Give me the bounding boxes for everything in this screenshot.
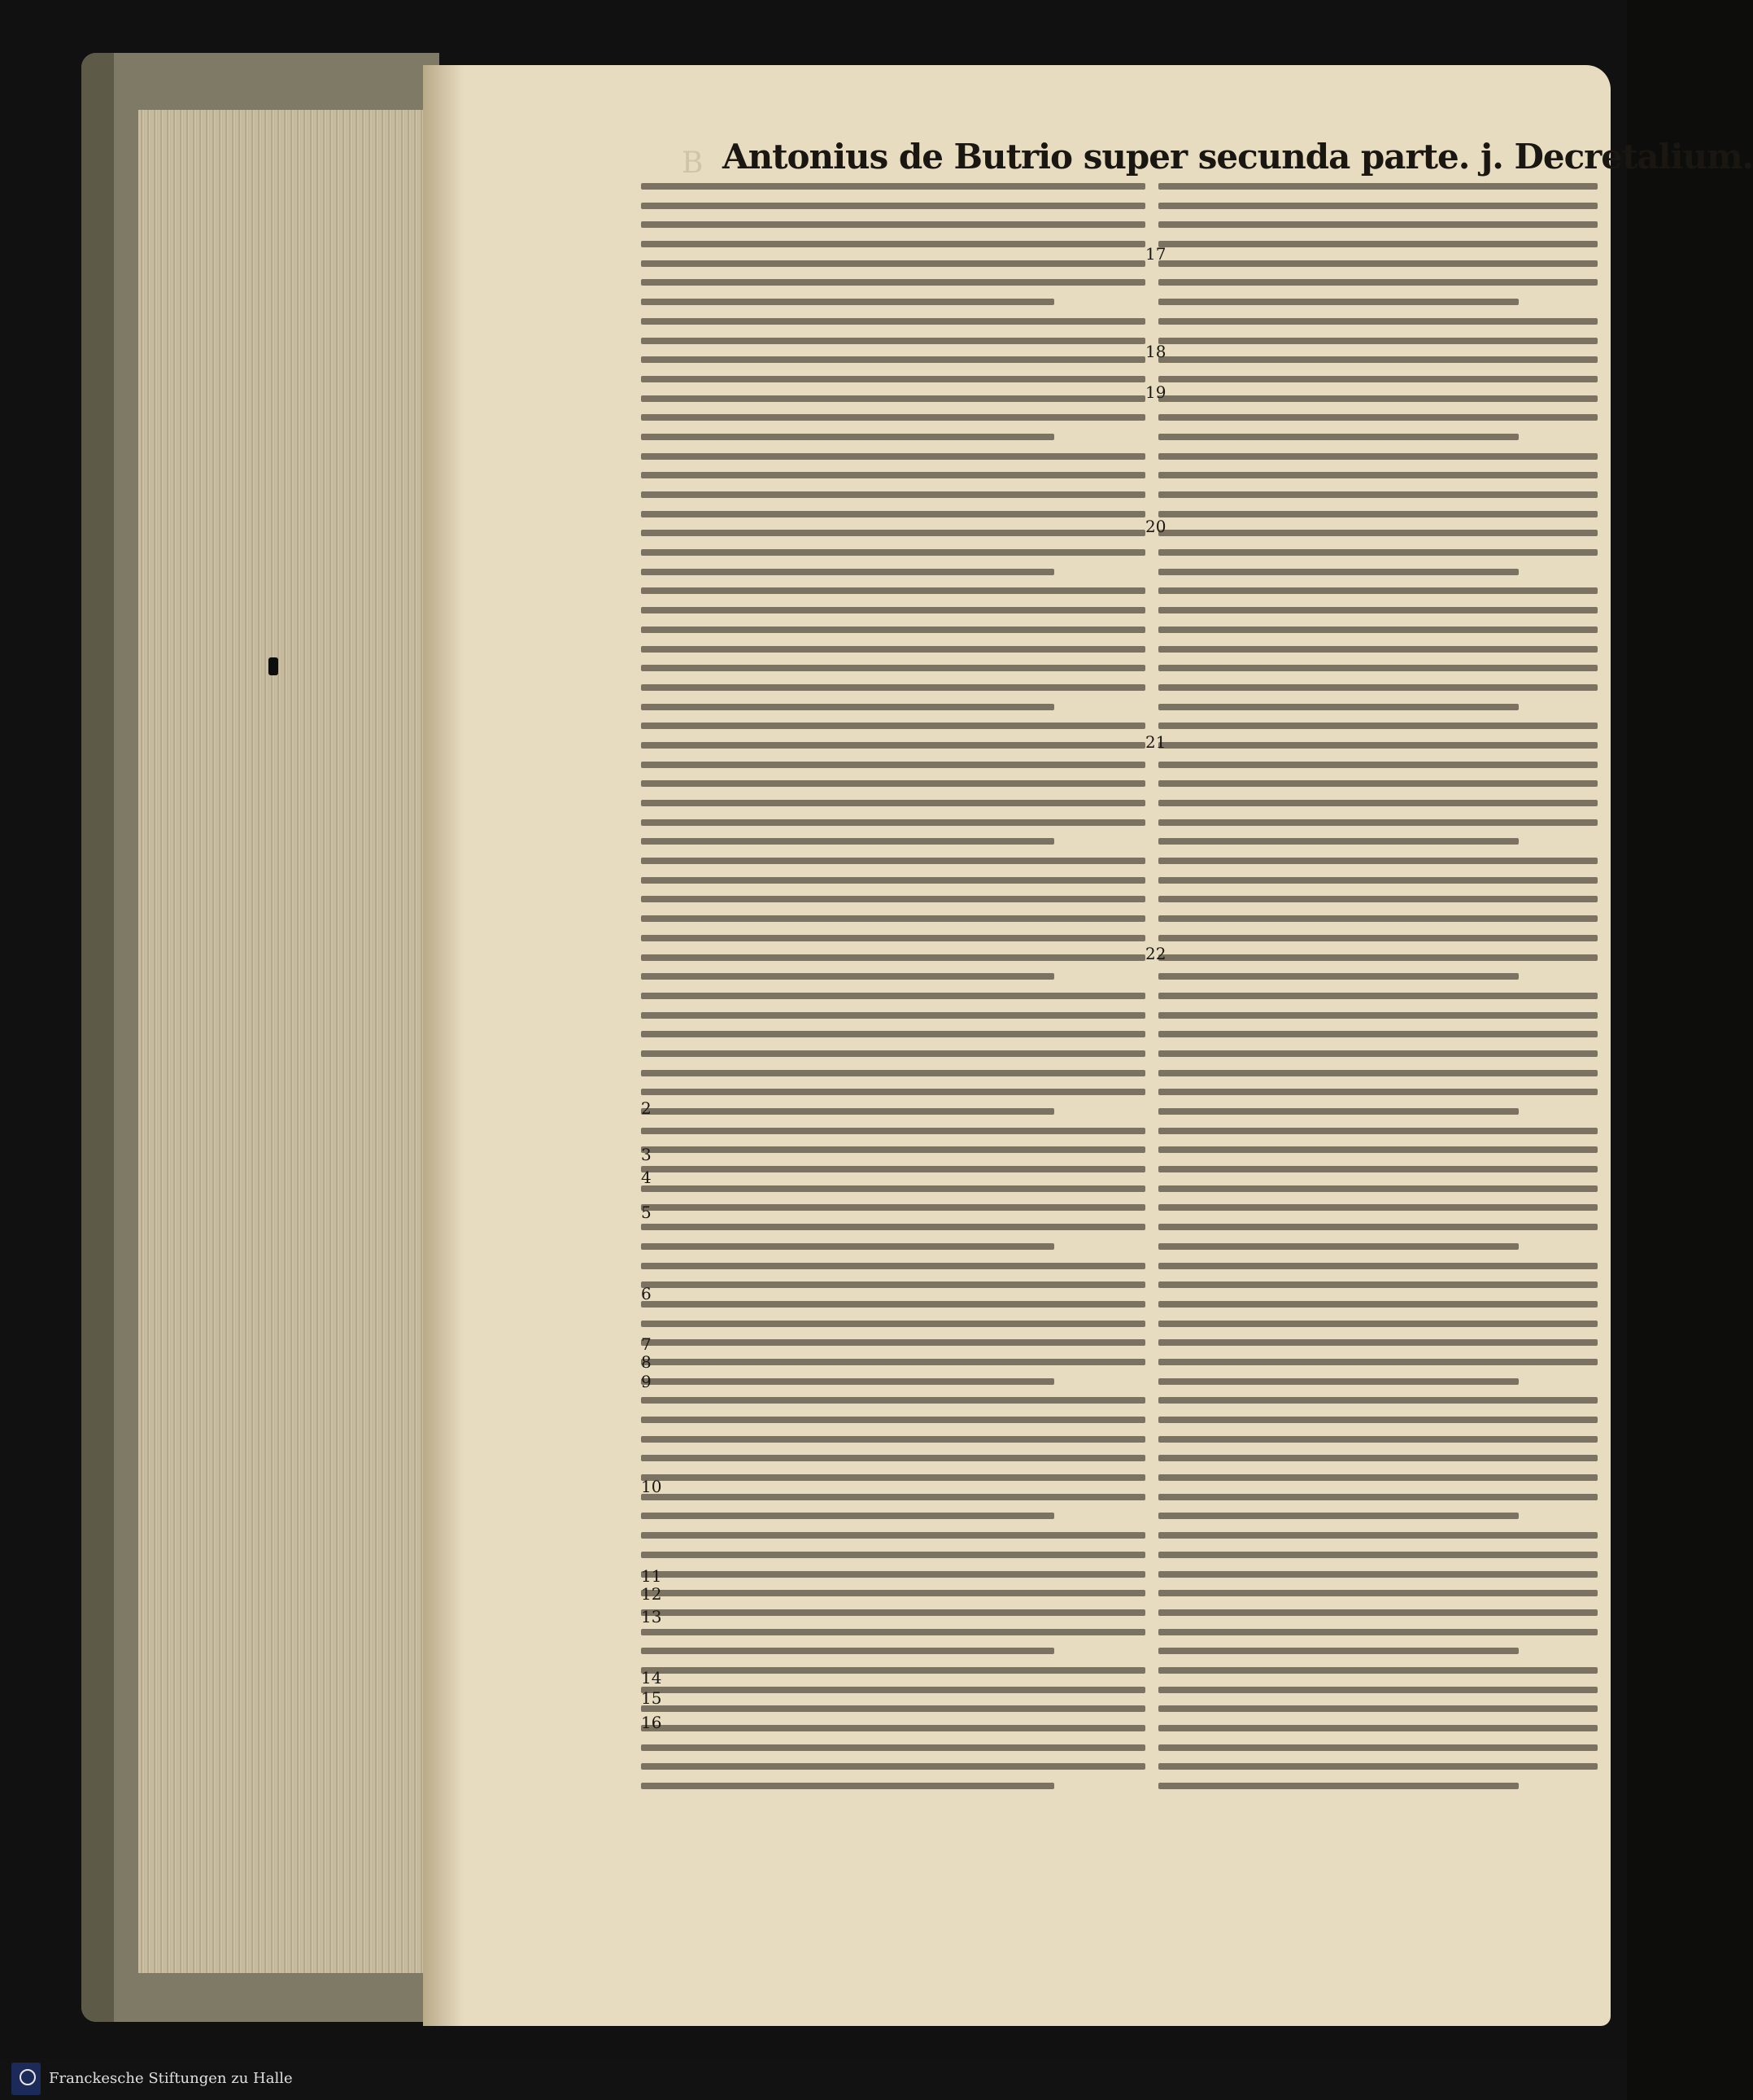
text-line — [1158, 1185, 1598, 1192]
text-line — [1158, 896, 1598, 902]
text-line — [1158, 1629, 1598, 1635]
text-line — [641, 1204, 1145, 1211]
text-line — [1158, 1397, 1598, 1404]
text-line — [641, 1552, 1145, 1558]
text-line — [641, 1224, 1145, 1230]
text-line — [1158, 1378, 1519, 1385]
text-line — [641, 569, 1054, 575]
text-line — [1158, 646, 1598, 653]
text-column-right — [1158, 183, 1598, 1802]
text-line — [1158, 1012, 1598, 1019]
text-line — [641, 858, 1145, 864]
text-line — [641, 954, 1145, 961]
text-line — [641, 1763, 1145, 1770]
text-line — [641, 203, 1145, 209]
text-line — [641, 1455, 1145, 1461]
text-line — [1158, 1359, 1598, 1365]
text-line — [641, 1474, 1145, 1481]
show-through-mark: B — [682, 146, 704, 180]
text-line — [1158, 665, 1598, 671]
margin-number: 5 — [641, 1203, 652, 1222]
text-line — [641, 1744, 1145, 1751]
text-line — [1158, 1031, 1598, 1037]
text-line — [1158, 1146, 1598, 1153]
text-line — [1158, 1474, 1598, 1481]
worm-hole — [268, 657, 278, 675]
text-line — [641, 646, 1145, 653]
text-line — [1158, 993, 1598, 999]
text-line — [641, 1378, 1054, 1385]
text-line — [641, 1648, 1054, 1654]
margin-number: 19 — [1145, 382, 1166, 402]
text-line — [641, 376, 1145, 382]
text-line — [641, 1089, 1145, 1095]
text-line — [1158, 1128, 1598, 1134]
text-line — [641, 472, 1145, 478]
text-line — [1158, 1281, 1598, 1288]
text-line — [1158, 1494, 1598, 1500]
text-line — [1158, 241, 1598, 247]
text-line — [641, 1263, 1145, 1269]
page-gutter — [423, 65, 464, 2026]
text-line — [1158, 1417, 1598, 1423]
margin-number: 9 — [641, 1372, 652, 1391]
text-line — [641, 915, 1145, 922]
text-line — [641, 838, 1054, 845]
margin-number: 10 — [641, 1477, 662, 1496]
text-line — [1158, 935, 1598, 941]
text-line — [641, 973, 1054, 980]
text-line — [641, 935, 1145, 941]
margin-number: 22 — [1145, 944, 1166, 963]
text-line — [641, 1590, 1145, 1596]
running-header: Antonius de Butrio super secunda parte. j. Decretalium. — [722, 137, 1753, 177]
text-line — [641, 453, 1145, 460]
text-line — [1158, 1648, 1519, 1654]
text-line — [1158, 1050, 1598, 1057]
margin-number: 20 — [1145, 517, 1166, 536]
text-line — [1158, 1455, 1598, 1461]
text-line — [1158, 1108, 1519, 1115]
text-line — [641, 1532, 1145, 1539]
text-line — [1158, 1783, 1519, 1789]
text-line — [1158, 279, 1598, 286]
text-line — [1158, 800, 1598, 806]
text-line — [641, 723, 1145, 729]
text-line — [1158, 472, 1598, 478]
margin-number: 2 — [641, 1098, 652, 1118]
text-line — [641, 1166, 1145, 1172]
text-line — [641, 356, 1145, 363]
text-line — [1158, 491, 1598, 498]
text-line — [641, 260, 1145, 267]
text-line — [641, 704, 1054, 710]
page-edges — [138, 110, 431, 1973]
text-line — [641, 1185, 1145, 1192]
text-column-left — [641, 183, 1145, 1802]
text-line — [641, 1397, 1145, 1404]
text-line — [1158, 1667, 1598, 1674]
text-line — [1158, 1339, 1598, 1346]
text-line — [641, 1128, 1145, 1134]
institution-logo — [11, 2063, 41, 2095]
text-line — [1158, 414, 1598, 421]
text-line — [641, 1281, 1145, 1288]
text-line — [641, 684, 1145, 691]
text-line — [641, 877, 1145, 884]
text-line — [1158, 530, 1598, 536]
text-line — [1158, 1513, 1519, 1519]
text-line — [1158, 684, 1598, 691]
text-line — [641, 1783, 1054, 1789]
text-line — [641, 1513, 1054, 1519]
text-line — [641, 742, 1145, 749]
margin-number: 6 — [641, 1284, 652, 1303]
margin-number: 4 — [641, 1168, 652, 1187]
text-line — [1158, 260, 1598, 267]
margin-number: 18 — [1145, 342, 1166, 361]
text-line — [641, 819, 1145, 826]
text-line — [1158, 395, 1598, 402]
text-line — [1158, 1301, 1598, 1308]
text-line — [641, 1667, 1145, 1674]
book-spine — [81, 53, 114, 2022]
text-line — [1158, 1744, 1598, 1751]
text-line — [641, 1725, 1145, 1731]
text-line — [641, 1436, 1145, 1443]
text-line — [641, 511, 1145, 517]
text-line — [1158, 973, 1519, 980]
text-line — [641, 1070, 1145, 1076]
text-line — [641, 1571, 1145, 1578]
text-line — [641, 434, 1054, 440]
text-line — [641, 1050, 1145, 1057]
text-line — [641, 1031, 1145, 1037]
text-line — [1158, 838, 1519, 845]
text-line — [1158, 511, 1598, 517]
text-line — [1158, 1532, 1598, 1539]
text-line — [641, 1146, 1145, 1153]
text-line — [1158, 1763, 1598, 1770]
text-line — [1158, 203, 1598, 209]
text-line — [1158, 1166, 1598, 1172]
institution-name: Franckesche Stiftungen zu Halle — [49, 2070, 293, 2087]
text-line — [641, 1705, 1145, 1712]
text-line — [641, 896, 1145, 902]
text-line — [641, 414, 1145, 421]
text-line — [641, 279, 1145, 286]
text-line — [641, 1339, 1145, 1346]
text-line — [1158, 299, 1519, 305]
text-line — [1158, 704, 1519, 710]
margin-number: 15 — [641, 1688, 662, 1708]
text-line — [641, 627, 1145, 633]
text-line — [641, 665, 1145, 671]
text-line — [1158, 356, 1598, 363]
text-line — [641, 491, 1145, 498]
text-line — [1158, 723, 1598, 729]
text-line — [1158, 877, 1598, 884]
text-line — [1158, 762, 1598, 768]
text-line — [641, 241, 1145, 247]
margin-number: 8 — [641, 1352, 652, 1372]
text-line — [641, 1629, 1145, 1635]
margin-number: 11 — [641, 1566, 662, 1586]
text-line — [641, 1687, 1145, 1693]
text-line — [1158, 1590, 1598, 1596]
text-line — [1158, 780, 1598, 787]
text-line — [1158, 376, 1598, 382]
text-line — [641, 1321, 1145, 1327]
text-line — [1158, 858, 1598, 864]
text-line — [641, 1417, 1145, 1423]
text-line — [641, 780, 1145, 787]
text-line — [1158, 1204, 1598, 1211]
text-line — [641, 299, 1054, 305]
margin-number: 13 — [641, 1607, 662, 1626]
margin-number: 7 — [641, 1334, 652, 1354]
text-line — [641, 549, 1145, 556]
text-line — [641, 1494, 1145, 1500]
text-line — [1158, 1243, 1519, 1250]
text-line — [1158, 627, 1598, 633]
text-line — [1158, 221, 1598, 228]
text-line — [641, 607, 1145, 613]
margin-number: 17 — [1145, 244, 1166, 264]
text-line — [1158, 1089, 1598, 1095]
text-line — [641, 395, 1145, 402]
text-line — [641, 183, 1145, 190]
margin-number: 21 — [1145, 732, 1166, 752]
text-line — [1158, 1263, 1598, 1269]
text-line — [641, 993, 1145, 999]
text-line — [641, 1012, 1145, 1019]
text-line — [1158, 1070, 1598, 1076]
text-line — [1158, 453, 1598, 460]
text-line — [1158, 954, 1598, 961]
text-line — [1158, 607, 1598, 613]
text-line — [641, 1108, 1054, 1115]
text-line — [1158, 1725, 1598, 1731]
text-line — [1158, 819, 1598, 826]
text-line — [641, 1359, 1145, 1365]
text-line — [641, 762, 1145, 768]
text-line — [641, 800, 1145, 806]
text-line — [1158, 915, 1598, 922]
text-line — [1158, 1571, 1598, 1578]
text-line — [1158, 1552, 1598, 1558]
text-line — [641, 221, 1145, 228]
margin-number: 14 — [641, 1668, 662, 1687]
text-line — [1158, 742, 1598, 749]
text-line — [641, 530, 1145, 536]
text-line — [1158, 183, 1598, 190]
text-line — [1158, 587, 1598, 594]
text-line — [641, 1301, 1145, 1308]
margin-number: 16 — [641, 1713, 662, 1732]
text-line — [641, 338, 1145, 344]
text-line — [1158, 1224, 1598, 1230]
text-line — [641, 318, 1145, 325]
text-line — [1158, 1687, 1598, 1693]
text-line — [641, 587, 1145, 594]
margin-number: 12 — [641, 1584, 662, 1604]
text-line — [641, 1243, 1054, 1250]
text-line — [641, 1609, 1145, 1616]
text-line — [1158, 549, 1598, 556]
text-line — [1158, 1436, 1598, 1443]
text-line — [1158, 318, 1598, 325]
text-line — [1158, 569, 1519, 575]
text-line — [1158, 338, 1598, 344]
text-line — [1158, 1705, 1598, 1712]
text-line — [1158, 1321, 1598, 1327]
text-line — [1158, 434, 1519, 440]
margin-number: 3 — [641, 1145, 652, 1164]
text-line — [1158, 1609, 1598, 1616]
